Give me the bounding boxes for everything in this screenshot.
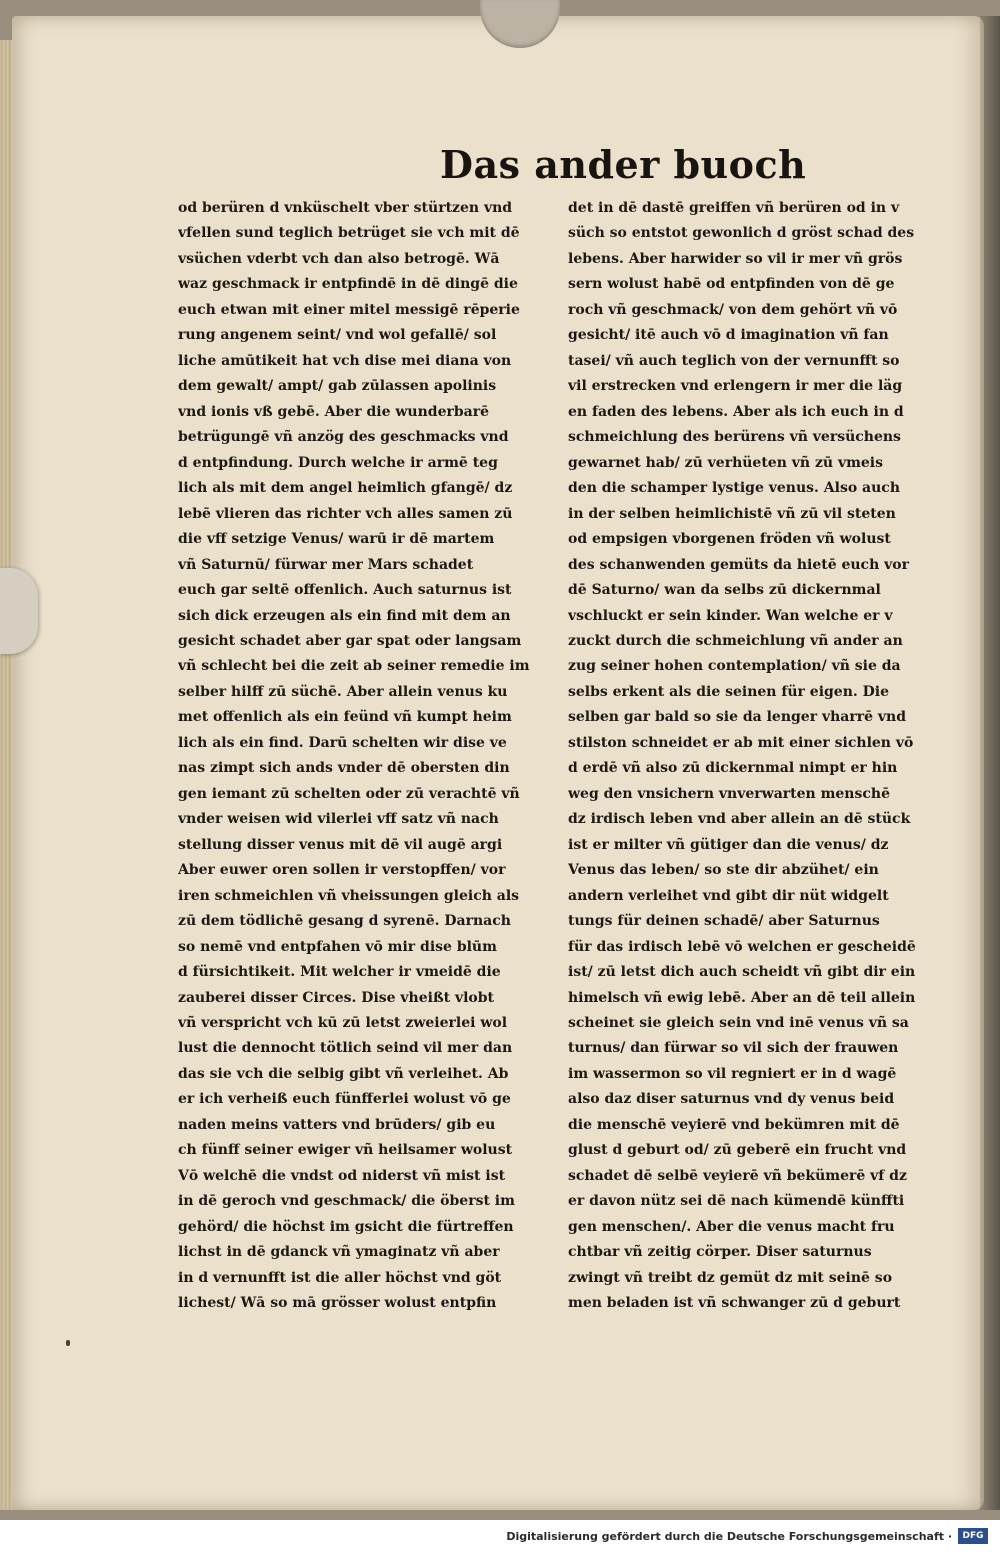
page-gutter-shadow [980, 16, 1000, 1510]
text-line: dz irdisch leben vnd aber allein an dē stück [568, 811, 911, 828]
text-line: dem gewalt/ ampt/ gab zūlassen apolinis [178, 378, 497, 395]
side-clip-tab [0, 568, 38, 654]
footer-bar [0, 1520, 1000, 1558]
dfg-logo: DFG [958, 1528, 988, 1544]
text-line: ist/ zū letst dich auch scheidt vñ gibt dir ein [568, 964, 916, 981]
text-line: das sie vch die selbig gibt vñ verleihet. Ab [178, 1065, 509, 1082]
text-line: vñ Saturnū/ fürwar mer Mars schadet [178, 556, 474, 573]
text-line: vnder weisen wid vilerlei vff satz vñ nach [178, 811, 499, 828]
text-line: vil erstrecken vnd erlengern ir mer die läg [568, 378, 903, 395]
text-line: in der selben heimlichistē vñ zū vil steten [568, 505, 896, 522]
footer-credit: Digitalisierung gefördert durch die Deutsche Forschungsgemeinschaft · [506, 1530, 952, 1543]
text-line: lust die dennocht tötlich seind vil mer dan [178, 1040, 513, 1057]
text-line: lich als ein find. Darū schelten wir dise ve [178, 734, 507, 751]
text-line: lebē vlieren das richter vch alles samen zū [178, 505, 513, 522]
text-line: selbs erkent als die seinen für eigen. Die [568, 683, 890, 700]
text-line: waz geschmack ir entpfindē in dē dingē die [178, 276, 518, 293]
text-line: schmeichlung des berürens vñ versüchens [568, 429, 901, 446]
text-line: in dē geroch vnd geschmack/ die öberst im [178, 1193, 515, 1210]
running-head: Das ander buoch [440, 142, 807, 187]
text-line: gen menschen/. Aber die venus macht fru [568, 1218, 895, 1235]
text-line: gehörd/ die höchst im gsicht die fürtreffen [178, 1218, 514, 1235]
text-line: tasei/ vñ auch teglich von der vernunfft so [568, 352, 900, 369]
text-line: vñ schlecht bei die zeit ab seiner remedie im [178, 658, 530, 675]
text-line: lebens. Aber harwider so vil ir mer vñ grös [568, 250, 903, 267]
text-line: liche amūtikeit hat vch dise mei diana von [178, 352, 512, 369]
text-line: d fürsichtikeit. Mit welcher ir vmeidē die [178, 964, 501, 981]
text-line: zū dem tödlichē gesang d syrenē. Darnach [178, 913, 511, 930]
text-line: d entpfindung. Durch welche ir armē teg [178, 454, 498, 471]
text-line: selber hilff zū süchē. Aber allein venus ku [178, 683, 508, 700]
text-line: so nemē vnd entpfahen vō mir dise blūm [178, 938, 497, 955]
text-line: lich als mit dem angel heimlich gfangē/ dz [178, 480, 513, 497]
text-line: weg den vnsichern vnverwarten menschē [568, 785, 890, 802]
text-line: roch vñ geschmack/ von dem gehört vñ vō [568, 301, 898, 318]
text-line: vfellen sund teglich betrüget sie vch mit dē [178, 225, 520, 242]
text-line: det in dē dastē greiffen vñ berüren od in v [568, 200, 900, 216]
text-line: gen iemant zū schelten oder zū verachtē vñ [178, 785, 520, 802]
text-line: betrügungē vñ anzög des geschmacks vnd [178, 429, 509, 446]
text-line: rung angenem seint/ vnd wol gefallē/ sol [178, 327, 497, 344]
text-line: nas zimpt sich ands vnder dē obersten din [178, 760, 510, 777]
text-line: zuckt durch die schmeichlung vñ ander an [568, 632, 903, 649]
text-line: stilston schneidet er ab mit einer sichlen vō [568, 734, 914, 751]
text-line: im wassermon so vil regniert er in d wagē [568, 1065, 897, 1082]
text-line: dē Saturno/ wan da selbs zū dickernmal [568, 582, 881, 599]
text-line: vschluckt er sein kinder. Wan welche er v [568, 607, 893, 624]
text-line: des schanwenden gemüts da hietē euch vor [568, 556, 909, 573]
text-line: od berüren d vnküschelt vber stürtzen vnd [178, 200, 513, 216]
text-line: euch etwan mit einer mitel messigē rēperie [178, 301, 520, 318]
text-line: glust d geburt od/ zū geberē ein frucht vnd [568, 1142, 907, 1159]
right-text-column [568, 196, 936, 1317]
text-line: ch fünff seiner ewiger vñ heilsamer wolust [178, 1142, 513, 1159]
text-line: vñ verspricht vch kū zū letst zweierlei wol [178, 1015, 508, 1031]
text-line: lichest/ Wā so mā grösser wolust entpfin [178, 1295, 497, 1312]
text-line: die vff setzige Venus/ warū ir dē martem [178, 531, 495, 548]
text-line: den die schamper lystige venus. Also auch [568, 480, 901, 497]
text-line: er davon nütz sei dē nach kümendē künffti [568, 1193, 905, 1210]
text-line: d erdē vñ also zū dickernmal nimpt er hin [568, 760, 898, 777]
text-line: schadet dē selbē veyierē vñ bekümerē vf dz [568, 1167, 907, 1184]
text-line: men beladen ist vñ schwanger zū d geburt [568, 1295, 901, 1312]
text-line: sich dick erzeugen als ein find mit dem an [178, 607, 511, 624]
text-line: ist er milter vñ gütiger dan die venus/ dz [568, 836, 889, 853]
text-line: Aber euwer oren sollen ir verstopffen/ vor [178, 862, 506, 879]
text-line: chtbar vñ zeitig cörper. Diser saturnus [568, 1244, 872, 1261]
text-line: gesicht/ itē auch vō d imagination vñ fan [568, 327, 889, 344]
text-line: die menschē veyierē vnd bekümren mit dē [568, 1116, 900, 1133]
ink-speck [66, 1340, 70, 1346]
text-line: vnd ionis vß gebē. Aber die wunderbarē [178, 403, 489, 420]
text-line: Vō welchē die vndst od niderst vñ mist ist [178, 1167, 506, 1184]
text-line: vsüchen vderbt vch dan also betrogē. Wā [178, 250, 500, 267]
text-line: iren schmeichlen vñ vheissungen gleich als [178, 887, 520, 904]
text-line: zauberei disser Circes. Dise vheißt vlobt [178, 989, 494, 1006]
text-line: zwingt vñ treibt dz gemüt dz mit seinē so [568, 1269, 893, 1286]
text-line: od empsigen vborgenen fröden vñ wolust [568, 531, 891, 548]
text-line: himelsch vñ ewig lebē. Aber an dē teil allein [568, 989, 916, 1006]
text-line: met offenlich als ein feünd vñ kumpt heim [178, 709, 512, 726]
text-line: lichst in dē gdanck vñ ymaginatz vñ aber [178, 1244, 500, 1261]
text-line: scheinet sie gleich sein vnd inē venus vñ sa [568, 1015, 909, 1031]
text-line: also daz diser saturnus vnd dy venus beid [568, 1091, 895, 1108]
text-line: selben gar bald so sie da lenger vharrē vnd [568, 709, 906, 726]
text-line: turnus/ dan fürwar so vil sich der frauwen [568, 1040, 899, 1057]
text-line: naden meins vatters vnd brūders/ gib eu [178, 1116, 496, 1133]
text-line: stellung disser venus mit dē vil augē argi [178, 836, 503, 853]
text-line: für das irdisch lebē vō welchen er gescheidē [568, 938, 916, 955]
text-line: in d vernunfft ist die aller höchst vnd göt [178, 1269, 502, 1286]
text-line: tungs für deinen schadē/ aber Saturnus [568, 913, 880, 930]
text-line: en faden des lebens. Aber als ich euch in d [568, 403, 904, 420]
text-line: gewarnet hab/ zū verhüeten vñ zū vmeis [568, 454, 884, 471]
text-line: Venus das leben/ so ste dir abzühet/ ein [568, 862, 879, 879]
left-text-column [178, 196, 546, 1317]
text-line: andern verleihet vnd gibt dir nüt widgelt [568, 887, 889, 904]
text-line: gesicht schadet aber gar spat oder langsam [178, 632, 522, 649]
text-line: süch so entstot gewonlich d gröst schad des [568, 225, 915, 242]
text-line: sern wolust habē od entpfinden von dē ge [568, 276, 895, 293]
text-line: er ich verheiß euch fünfferlei wolust vō ge [178, 1091, 511, 1108]
text-line: euch gar seltē offenlich. Auch saturnus ist [178, 582, 512, 599]
text-line: zug seiner hohen contemplation/ vñ sie da [568, 658, 901, 675]
